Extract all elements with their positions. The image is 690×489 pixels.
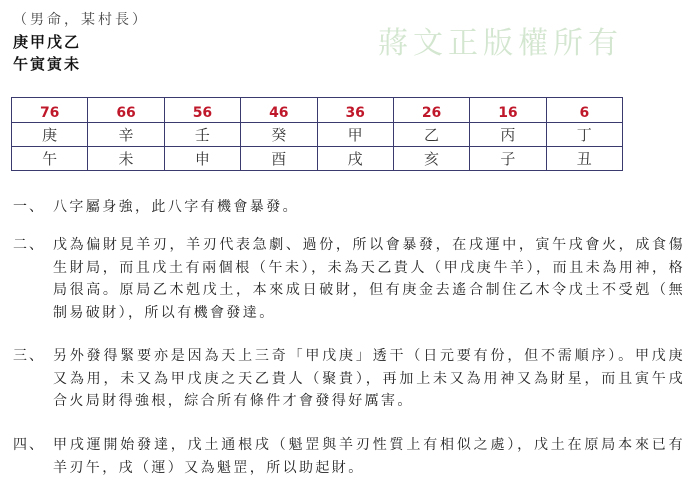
stem-cell: 丁 — [546, 123, 622, 147]
stem-cell: 辛 — [88, 123, 164, 147]
chart-subject-note: （男命，某村長） — [13, 12, 149, 28]
point-number: 四、 — [13, 437, 45, 453]
point-number: 一、 — [13, 199, 45, 215]
age-cell: 46 — [241, 98, 317, 123]
branch-cell: 未 — [88, 147, 164, 171]
heavenly-stems-line: 庚甲戊乙 — [13, 33, 82, 51]
analysis-point-2 — [13, 234, 685, 324]
age-cell: 6 — [546, 98, 622, 123]
age-cell: 66 — [88, 98, 164, 123]
point-number: 二、 — [13, 237, 45, 253]
stem-cell: 庚 — [12, 123, 88, 147]
branch-cell: 午 — [12, 147, 88, 171]
age-cell: 16 — [470, 98, 546, 123]
age-cell: 26 — [393, 98, 469, 123]
point-text: 戊為偏財見羊刃，羊刃代表急劇、過份，所以會暴發，在戌運中，寅午戌會火，成食傷生財局，而且戊土有兩個根（午未），未為天乙貴人（甲戊庚牛羊），而且未為用神，格局很高。原局乙木剋戊土，本來成日破財，但有庚金去遙合制住乙木令戊土不受剋（無制易破財），所以有機會發達。 — [53, 237, 685, 321]
stem-cell: 癸 — [241, 123, 317, 147]
luck-branches-row — [12, 147, 623, 171]
copyright-watermark: 蔣文正版權所有 — [378, 26, 623, 61]
branch-cell: 丑 — [546, 147, 622, 171]
branch-cell: 申 — [164, 147, 240, 171]
branch-cell: 酉 — [241, 147, 317, 171]
point-text: 另外發得緊要亦是因為天上三奇「甲戊庚」透干（日元要有份，但不需順序）。甲戊庚又為用，未又為甲戊庚之天乙貴人（聚貴），再加上未又為用神又為財星，而且寅午戌合火局財得強根，綜合所有條件才會發得好厲害。 — [53, 348, 685, 409]
age-cell: 76 — [12, 98, 88, 123]
point-text: 八字屬身強，此八字有機會暴發。 — [53, 199, 299, 215]
luck-ages-row — [12, 98, 623, 123]
point-number: 三、 — [13, 348, 45, 364]
stem-cell: 甲 — [317, 123, 393, 147]
earthly-branches-line: 午寅寅未 — [13, 55, 82, 73]
branch-cell: 子 — [470, 147, 546, 171]
stem-cell: 壬 — [164, 123, 240, 147]
luck-pillars-table — [11, 97, 623, 171]
analysis-point-3 — [13, 345, 685, 413]
age-cell: 36 — [317, 98, 393, 123]
analysis-point-1 — [13, 196, 685, 219]
analysis-point-4 — [13, 434, 685, 479]
stem-cell: 乙 — [393, 123, 469, 147]
stem-cell: 丙 — [470, 123, 546, 147]
point-text: 甲戌運開始發達，戊土通根戌（魁罡與羊刃性質上有相似之處），戊土在原局本來已有羊刃午，戌（運）又為魁罡，所以助起財。 — [53, 437, 685, 476]
luck-stems-row — [12, 123, 623, 147]
age-cell: 56 — [164, 98, 240, 123]
branch-cell: 戌 — [317, 147, 393, 171]
branch-cell: 亥 — [393, 147, 469, 171]
